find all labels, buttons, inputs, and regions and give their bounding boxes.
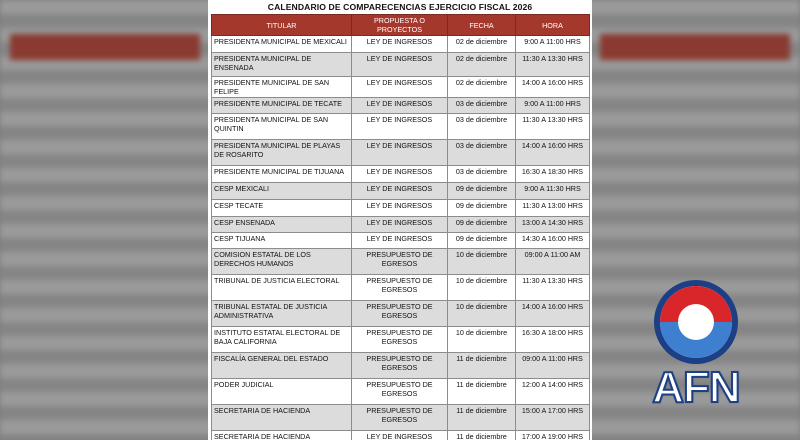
table-row (212, 275, 590, 301)
cell-hora: 9:00 A 11:00 HRS (516, 36, 590, 53)
cell-fecha: 09 de diciembre (448, 233, 516, 249)
cell-propuesta: LEY DE INGRESOS (352, 200, 448, 217)
cell-propuesta: PRESUPUESTO DE EGRESOS (352, 275, 448, 301)
cell-propuesta: LEY DE INGRESOS (352, 140, 448, 166)
cell-titular: PRESIDENTA MUNICIPAL DE PLAYAS DE ROSARITO (212, 140, 352, 166)
cell-propuesta: PRESUPUESTO DE EGRESOS (352, 327, 448, 353)
table-row (212, 249, 590, 275)
cell-hora: 14:00 A 16:00 HRS (516, 140, 590, 166)
table-body (212, 36, 590, 440)
table-row (212, 233, 590, 249)
table-row (212, 217, 590, 233)
cell-titular: PRESIDENTA MUNICIPAL DE SAN QUINTIN (212, 114, 352, 140)
table-row (212, 98, 590, 114)
cell-fecha: 10 de diciembre (448, 249, 516, 275)
cell-propuesta: LEY DE INGRESOS (352, 77, 448, 98)
table-header-row (212, 15, 590, 36)
header-propuesta: PROPUESTA O PROYECTOS (352, 15, 448, 36)
cell-propuesta: LEY DE INGRESOS (352, 431, 448, 440)
cell-hora: 14:00 A 16:00 HRS (516, 77, 590, 98)
cell-fecha: 10 de diciembre (448, 327, 516, 353)
cell-hora: 11:30 A 13:30 HRS (516, 275, 590, 301)
table-row (212, 36, 590, 53)
table-row (212, 301, 590, 327)
header-fecha: FECHA (448, 15, 516, 36)
cell-propuesta: LEY DE INGRESOS (352, 36, 448, 53)
cell-fecha: 11 de diciembre (448, 379, 516, 405)
calendar-document (208, 0, 592, 440)
cell-fecha: 10 de diciembre (448, 301, 516, 327)
table-row (212, 431, 590, 440)
table-row (212, 114, 590, 140)
table-row (212, 327, 590, 353)
cell-titular: CESP TIJUANA (212, 233, 352, 249)
document-title: CALENDARIO DE COMPARECENCIAS EJERCICIO FISCAL 2026 (267, 2, 533, 12)
cell-fecha: 03 de diciembre (448, 98, 516, 114)
cell-titular: TRIBUNAL DE JUSTICIA ELECTORAL (212, 275, 352, 301)
cell-hora: 11:30 A 13:30 HRS (516, 53, 590, 77)
cell-fecha: 09 de diciembre (448, 200, 516, 217)
cell-fecha: 03 de diciembre (448, 114, 516, 140)
table-row (212, 200, 590, 217)
cell-titular: CESP TECATE (212, 200, 352, 217)
header-hora: HORA (516, 15, 590, 36)
cell-fecha: 02 de diciembre (448, 36, 516, 53)
cell-propuesta: PRESUPUESTO DE EGRESOS (352, 249, 448, 275)
cell-titular: PRESIDENTA MUNICIPAL DE MEXICALI (212, 36, 352, 53)
cell-titular: CESP ENSENADA (212, 217, 352, 233)
cell-titular: INSTITUTO ESTATAL ELECTORAL DE BAJA CALIFORNIA (212, 327, 352, 353)
cell-titular: PRESIDENTE MUNICIPAL DE SAN FELIPE (212, 77, 352, 98)
cell-hora: 09:00 A 11:00 AM (516, 249, 590, 275)
cell-propuesta: LEY DE INGRESOS (352, 166, 448, 183)
cell-titular: SECRETARIA DE HACIENDA (212, 431, 352, 440)
cell-hora: 13:00 A 14:30 HRS (516, 217, 590, 233)
cell-titular: TRIBUNAL ESTATAL DE JUSTICIA ADMINISTRATIVA (212, 301, 352, 327)
cell-fecha: 11 de diciembre (448, 405, 516, 431)
cell-fecha: 02 de diciembre (448, 77, 516, 98)
cell-titular: PRESIDENTE MUNICIPAL DE TIJUANA (212, 166, 352, 183)
cell-titular: PRESIDENTA MUNICIPAL DE ENSENADA (212, 53, 352, 77)
table-row (212, 140, 590, 166)
cell-fecha: 09 de diciembre (448, 217, 516, 233)
cell-propuesta: PRESUPUESTO DE EGRESOS (352, 379, 448, 405)
cell-propuesta: PRESUPUESTO DE EGRESOS (352, 405, 448, 431)
cell-titular: PODER JUDICIAL (212, 379, 352, 405)
cell-propuesta: LEY DE INGRESOS (352, 98, 448, 114)
afn-logo-emblem (636, 276, 756, 376)
table-row (212, 53, 590, 77)
cell-propuesta: LEY DE INGRESOS (352, 183, 448, 200)
table-row (212, 405, 590, 431)
header-titular: TITULAR (212, 15, 352, 36)
cell-titular: CESP MEXICALI (212, 183, 352, 200)
table-row (212, 183, 590, 200)
cell-propuesta: LEY DE INGRESOS (352, 114, 448, 140)
cell-fecha: 03 de diciembre (448, 140, 516, 166)
cell-hora: 12:00 A 14:00 HRS (516, 379, 590, 405)
cell-hora: 14:30 A 16:00 HRS (516, 233, 590, 249)
table-row (212, 379, 590, 405)
cell-propuesta: LEY DE INGRESOS (352, 217, 448, 233)
cell-titular: FISCALÍA GENERAL DEL ESTADO (212, 353, 352, 379)
cell-propuesta: LEY DE INGRESOS (352, 233, 448, 249)
cell-hora: 11:30 A 13:30 HRS (516, 114, 590, 140)
cell-fecha: 09 de diciembre (448, 183, 516, 200)
cell-hora: 17:00 A 19:00 HRS (516, 431, 590, 440)
cell-propuesta: PRESUPUESTO DE EGRESOS (352, 301, 448, 327)
table-row (212, 353, 590, 379)
cell-hora: 09:00 A 11:00 HRS (516, 353, 590, 379)
cell-titular: COMISION ESTATAL DE LOS DERECHOS HUMANOS (212, 249, 352, 275)
cell-fecha: 02 de diciembre (448, 53, 516, 77)
cell-fecha: 11 de diciembre (448, 431, 516, 440)
cell-hora: 16:30 A 18:30 HRS (516, 166, 590, 183)
cell-hora: 11:30 A 13:00 HRS (516, 200, 590, 217)
cell-hora: 16:30 A 18:00 HRS (516, 327, 590, 353)
cell-fecha: 10 de diciembre (448, 275, 516, 301)
schedule-table (211, 14, 590, 440)
cell-propuesta: LEY DE INGRESOS (352, 53, 448, 77)
table-row (212, 166, 590, 183)
cell-fecha: 03 de diciembre (448, 166, 516, 183)
cell-hora: 15:00 A 17:00 HRS (516, 405, 590, 431)
cell-titular: SECRETARIA DE HACIENDA (212, 405, 352, 431)
cell-titular: PRESIDENTE MUNICIPAL DE TECATE (212, 98, 352, 114)
cell-hora: 9:00 A 11:00 HRS (516, 98, 590, 114)
cell-hora: 9:00 A 11:30 HRS (516, 183, 590, 200)
cell-propuesta: PRESUPUESTO DE EGRESOS (352, 353, 448, 379)
cell-fecha: 11 de diciembre (448, 353, 516, 379)
cell-hora: 14:00 A 16:00 HRS (516, 301, 590, 327)
afn-logo (636, 276, 756, 416)
table-row (212, 77, 590, 98)
afn-logo-text: AFN (652, 363, 740, 412)
